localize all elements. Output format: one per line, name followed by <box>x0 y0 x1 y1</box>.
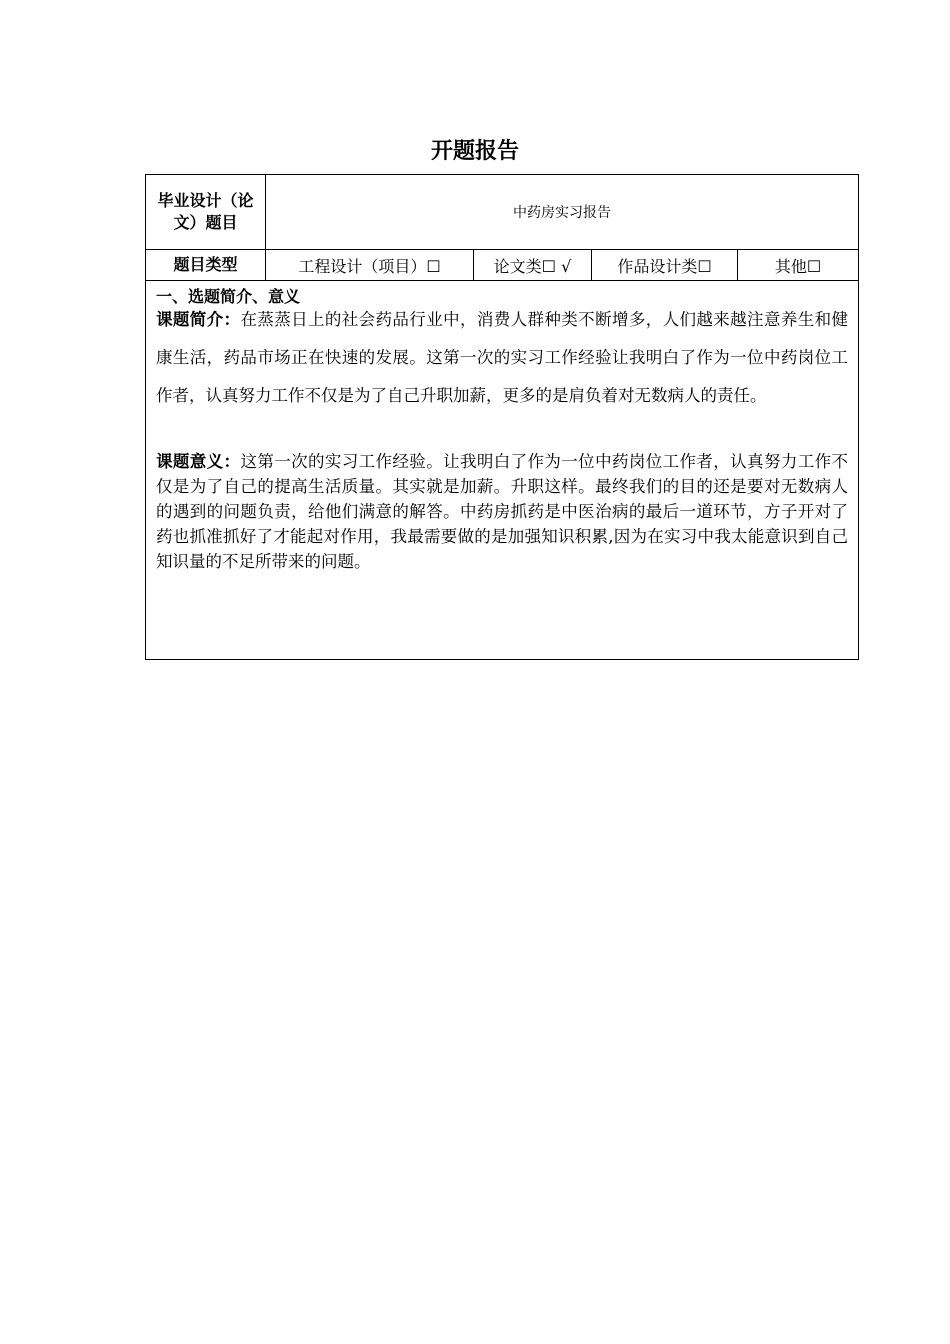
type-label: 题目类型 <box>146 250 266 281</box>
type-option-work-design[interactable]: 作品设计类☐ <box>592 250 738 281</box>
meaning-paragraph <box>156 449 848 574</box>
intro-text: 在蒸蒸日上的社会药品行业中，消费人群种类不断增多，人们越来越注意养生和健康生活，药品市场正在快速的发展。这第一次的实习工作经验让我明白了作为一位中药岗位工作者，认真努力工作不仅是为了自己升职加薪，更多的是肩负着对无数病人的责任。 <box>156 310 848 405</box>
type-option-thesis[interactable]: 论文类☐ √ <box>474 250 592 281</box>
document-title: 开题报告 <box>430 139 519 164</box>
meaning-label: 课题意义： <box>156 452 241 471</box>
proposal-table <box>145 174 859 660</box>
topic-label: 毕业设计（论文）题目 <box>146 175 266 250</box>
section-heading: 一、选题简介、意义 <box>156 287 301 306</box>
intro-label: 课题简介： <box>156 310 241 329</box>
content-cell <box>146 281 859 660</box>
meaning-text: 这第一次的实习工作经验。让我明白了作为一位中药岗位工作者，认真努力工作不仅是为了自己的提高生活质量。其实就是加薪。升职这样。最终我们的目的还是要对无数病人的遇到的问题负责，给他们满意的解答。中药房抓药是中医治病的最后一道环节，方子开对了药也抓准抓好了才能起对作用，我最需要做的是加强知识积累,因为在实习中我太能意识到自己知识量的不足所带来的问题。 <box>156 452 848 571</box>
type-row <box>146 250 859 281</box>
topic-value: 中药房实习报告 <box>266 175 859 250</box>
content-row <box>146 281 859 660</box>
intro-paragraph <box>156 301 848 415</box>
type-option-other[interactable]: 其他☐ <box>738 250 859 281</box>
type-option-engineering[interactable]: 工程设计（项目）☐ <box>266 250 474 281</box>
topic-row <box>146 175 859 250</box>
